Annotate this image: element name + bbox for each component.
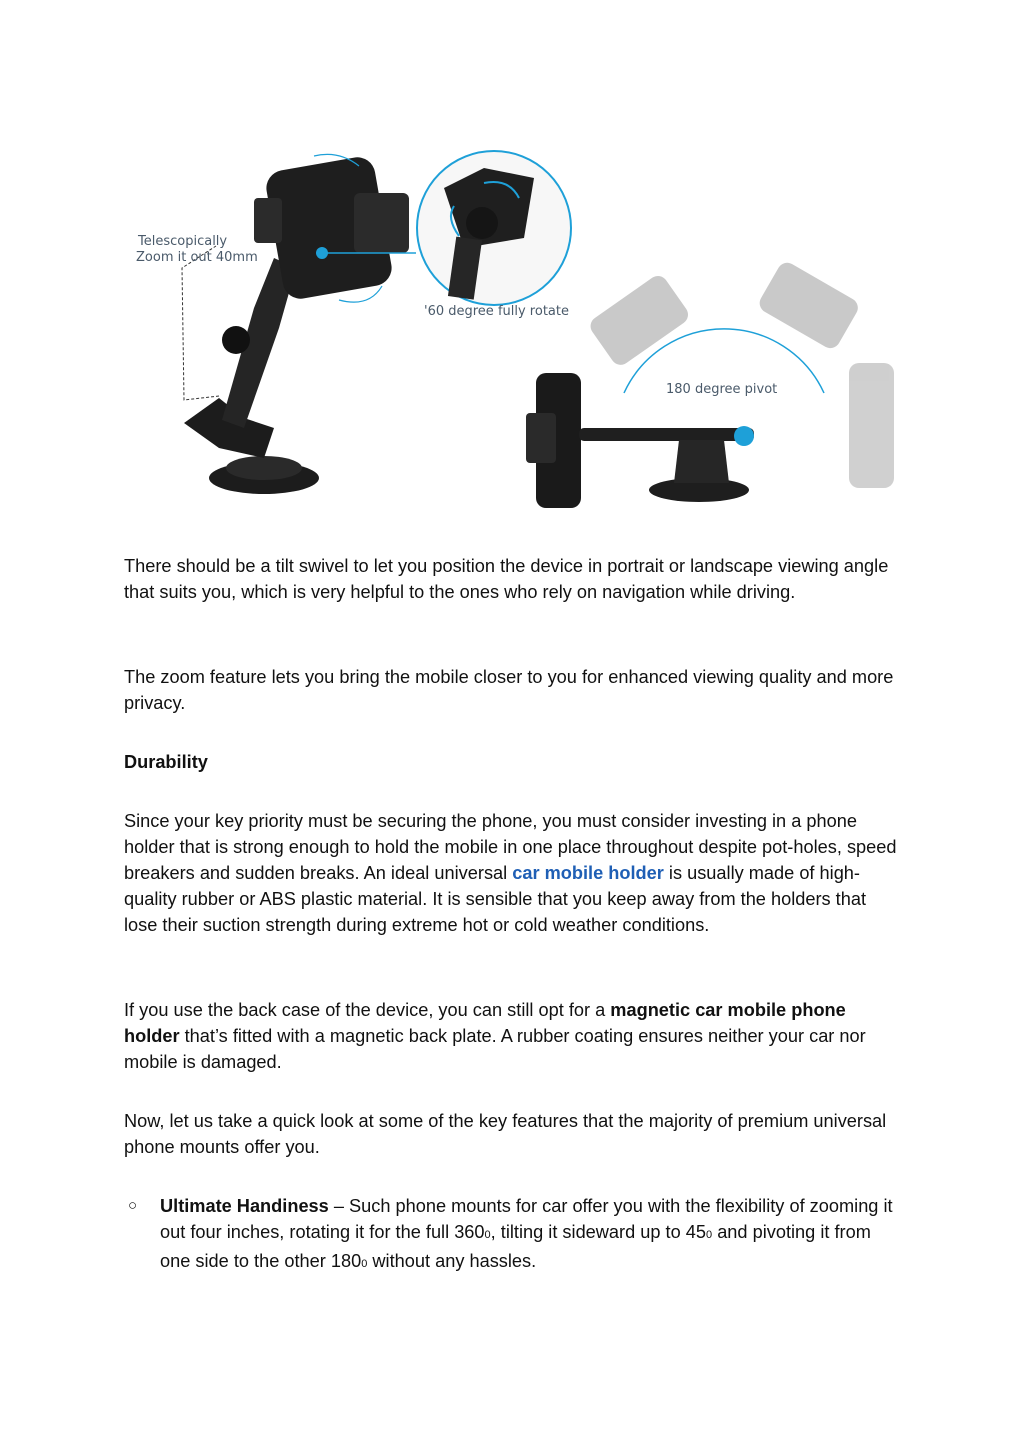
bullet-text-part: – Such phone mounts for car offer you with the flexibility of zooming it out four inches, rotating it for the full 360 — [160, 1196, 893, 1242]
bullet-marker: ○ — [128, 1197, 138, 1214]
paragraph-text: The zoom feature lets you bring the mobile closer to you for enhanced viewing quality and more privacy. — [124, 667, 894, 713]
degree-mark: 0 — [706, 1229, 713, 1241]
telescopic-label: Telescopically — [138, 234, 228, 249]
bullet-text-part: without any hassles. — [367, 1251, 537, 1271]
bullet-title: Ultimate Handiness — [160, 1196, 329, 1216]
bullet-text-part: and pivoting it from one side to the other 180 — [160, 1222, 871, 1271]
magnetic-holder-bold: magnetic car mobile phone holder — [124, 1000, 846, 1046]
paragraph-zoom-feature — [124, 664, 904, 716]
paragraph-key-features — [124, 1108, 904, 1160]
paragraph-text: There should be a tilt swivel to let you position the device in portrait or landscape viewing angle that suits you, which is very helpful to the ones who rely on navigation while driving. — [124, 556, 889, 602]
paragraph-text: Since your key priority must be securing the phone, you must consider investing in a phone holder that is strong enough to hold the mobile in one place throughout despite pot-holes, speed breakers and sudden breaks. An ideal universal — [124, 811, 897, 883]
product-figure — [124, 128, 900, 520]
phone-holder-illustration — [124, 128, 900, 520]
telescopic-label-line2: Zoom it out 40mm — [136, 250, 258, 265]
paragraph-text: that’s fitted with a magnetic back plate. A rubber coating ensures neither your car nor mobile is damaged. — [124, 1026, 866, 1072]
paragraph-durability — [124, 808, 904, 938]
car-mobile-holder-link[interactable]: car mobile holder — [512, 863, 664, 883]
paragraph-text: Now, let us take a quick look at some of the key features that the majority of premium universal phone mounts offer you. — [124, 1111, 887, 1157]
paragraph-text: If you use the back case of the device, you can still opt for a — [124, 1000, 611, 1020]
telescopic-mount — [182, 154, 416, 494]
degree-mark: 0 — [361, 1258, 368, 1270]
paragraph-magnetic-holder — [124, 997, 904, 1075]
section-heading-durability: Durability — [124, 752, 208, 772]
rotation-zoom-circle — [417, 151, 571, 305]
bullet-text-part: , tilting it sideward up to 45 — [490, 1222, 707, 1242]
paragraph-text: is usually made of high-quality rubber or ABS plastic material. It is sensible that you keep away from the holders that lose their suction strength during extreme hot or cold weather conditions. — [124, 863, 867, 935]
pivot-label: 180 degree pivot — [666, 382, 778, 397]
rotate-label: '60 degree fully rotate — [424, 304, 569, 319]
paragraph-tilt-swivel — [124, 553, 904, 605]
degree-mark: 0 — [484, 1229, 491, 1241]
bullet-text — [160, 1193, 904, 1277]
